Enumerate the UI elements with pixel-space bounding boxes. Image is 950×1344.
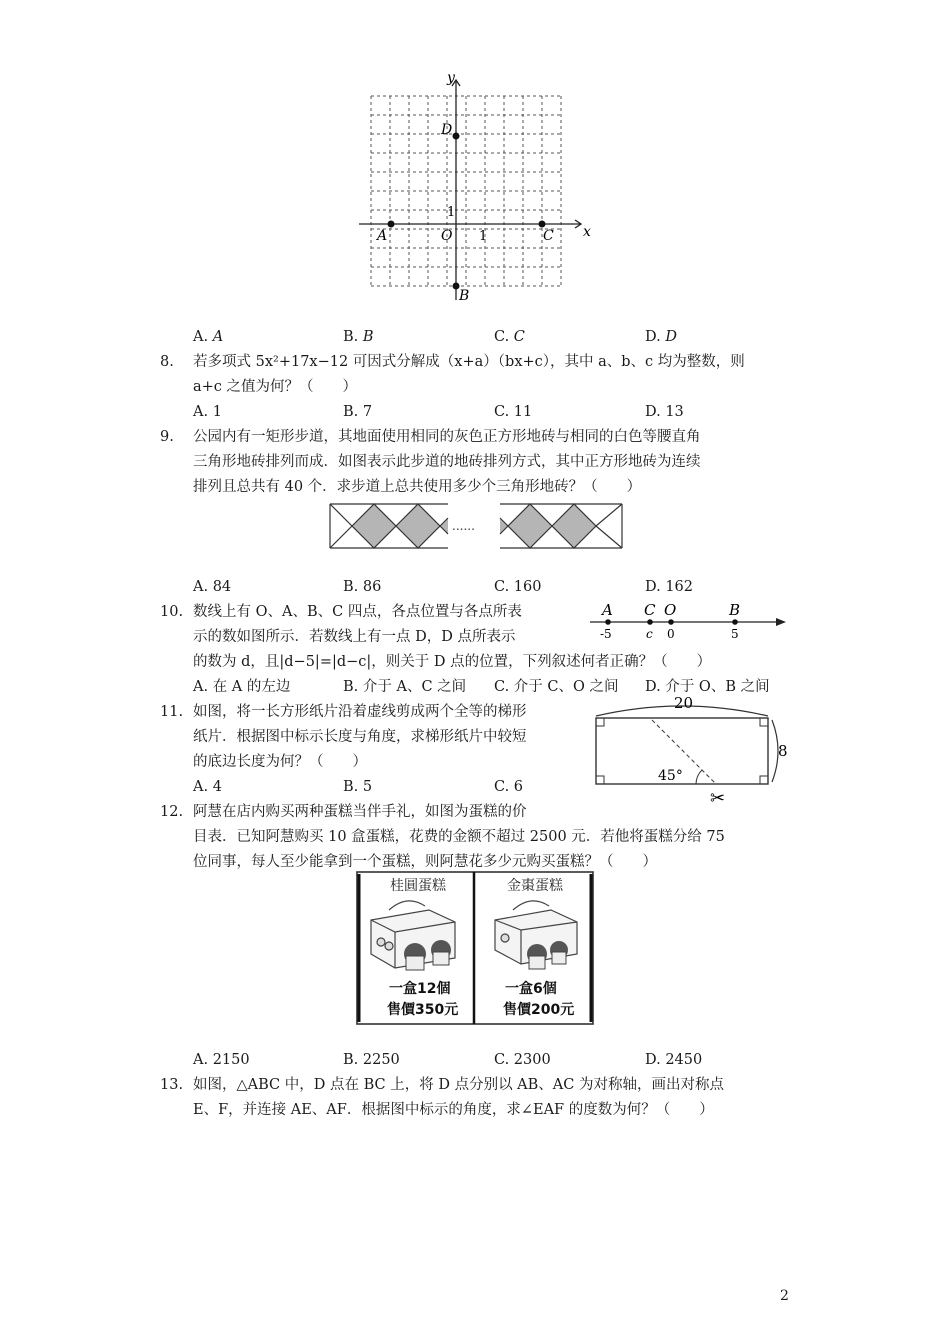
- numberline-value-b: 5: [731, 627, 739, 641]
- q7-option-c[interactable]: C. C: [494, 329, 525, 345]
- point-a-label: A: [377, 228, 388, 244]
- q9-line-2: 三角形地砖排列而成．如图表示此步道的地砖排列方式，其中正方形地砖为连续: [193, 454, 701, 470]
- point-d-label: D: [441, 122, 453, 138]
- cake-name-right: 金棗蛋糕: [507, 878, 563, 894]
- numberline-value-c: c: [646, 627, 653, 641]
- y-axis-label: y: [447, 70, 455, 86]
- q13-number: 13.: [160, 1077, 184, 1093]
- q12-option-d[interactable]: D. 2450: [645, 1052, 703, 1068]
- tile-walkway-figure: [328, 502, 624, 550]
- q8-line-2: a+c 之值为何？（ ）: [193, 379, 358, 395]
- q7-option-b[interactable]: B. B: [343, 329, 374, 345]
- numberline-value-a: -5: [600, 627, 612, 641]
- q9-option-c[interactable]: C. 160: [494, 579, 542, 595]
- y-unit-label: 1: [447, 205, 456, 220]
- q12-option-b[interactable]: B. 2250: [343, 1052, 400, 1068]
- rectangle-cut-figure: [588, 694, 793, 812]
- q10-number: 10.: [160, 604, 184, 620]
- top-length-label: 20: [674, 694, 694, 712]
- q11-line-1: 如图，将一长方形纸片沿着虚线剪成两个全等的梯形: [193, 704, 527, 720]
- q8-option-d[interactable]: D. 13: [645, 404, 684, 420]
- q12-line-1: 阿慧在店内购买两种蛋糕当伴手礼，如图为蛋糕的价: [193, 804, 527, 820]
- cake-name-left: 桂圓蛋糕: [390, 878, 446, 894]
- q11-line-2: 纸片．根据图中标示长度与角度，求梯形纸片中较短: [193, 729, 527, 745]
- point-d-dot: [453, 133, 460, 140]
- angle-label: 45°: [658, 768, 683, 784]
- q12-number: 12.: [160, 804, 184, 820]
- q7-option-a[interactable]: A. A: [193, 329, 224, 345]
- q9-option-b[interactable]: B. 86: [343, 579, 382, 595]
- cake-price-table: [355, 870, 595, 1028]
- q11-option-b[interactable]: B. 5: [343, 779, 373, 795]
- q10-line-2: 示的数如图所示．若数线上有一点 D，D 点所表示: [193, 629, 516, 645]
- q9-number: 9.: [160, 429, 174, 445]
- cake-qty-left: 一盒12個: [389, 981, 451, 997]
- q8-option-b[interactable]: B. 7: [343, 404, 373, 420]
- q11-number: 11.: [160, 704, 184, 720]
- q11-line-3: 的底边长度为何？（ ）: [193, 754, 367, 770]
- point-c-dot: [539, 221, 546, 228]
- q10-line-3: 的数为 d，且|d−5|=|d−c|，则关于 D 点的位置，下列叙述何者正确？（ ）: [193, 654, 712, 670]
- q8-option-a[interactable]: A. 1: [193, 404, 222, 420]
- q9-option-a[interactable]: A. 84: [193, 579, 232, 595]
- cake-price-left: 售價350元: [387, 1002, 459, 1018]
- x-unit-label: 1: [479, 229, 488, 244]
- q7-option-d[interactable]: D. D: [645, 329, 677, 345]
- numberline-point-c: C: [644, 601, 656, 619]
- scissors-icon: ✂: [710, 788, 726, 809]
- numberline-point-o: O: [664, 601, 677, 619]
- q12-option-a[interactable]: A. 2150: [193, 1052, 250, 1068]
- q13-line-2: E、F，并连接 AE、AF．根据图中标示的角度，求∠EAF 的度数为何？（ ）: [193, 1102, 714, 1118]
- q8-line-1: 若多项式 5x²+17x−12 可因式分解成（x+a）（bx+c），其中 a、b、c 均为整数，则: [193, 354, 745, 370]
- q10-option-b[interactable]: B. 介于 A、C 之间: [343, 679, 467, 695]
- q9-line-1: 公园内有一矩形步道，其地面使用相同的灰色正方形地砖与相同的白色等腰直角: [193, 429, 701, 445]
- q12-line-2: 目表．已知阿慧购买 10 盒蛋糕，花费的金额不超过 2500 元．若他将蛋糕分给 75: [193, 829, 725, 845]
- page-number: 2: [780, 1288, 789, 1304]
- q10-option-d[interactable]: D. 介于 O、B 之间: [645, 679, 770, 695]
- q8-number: 8.: [160, 354, 174, 370]
- q10-option-a[interactable]: A. 在 A 的左边: [193, 679, 291, 695]
- numberline-point-a: A: [602, 601, 613, 619]
- q11-option-a[interactable]: A. 4: [193, 779, 222, 795]
- origin-label: O: [441, 228, 453, 244]
- q12-line-3: 位同事，每人至少能拿到一个蛋糕，则阿慧花多少元购买蛋糕？（ ）: [193, 854, 657, 870]
- number-line-figure: [588, 598, 788, 642]
- numberline-value-o: 0: [667, 627, 675, 641]
- cake-price-right: 售價200元: [503, 1002, 575, 1018]
- numberline-point-b: B: [729, 601, 741, 619]
- q10-line-1: 数线上有 O、A、B、C 四点，各点位置与各点所表: [193, 604, 522, 620]
- q8-option-c[interactable]: C. 11: [494, 404, 533, 420]
- point-a-dot: [388, 221, 395, 228]
- point-c-label: C: [543, 228, 554, 244]
- q12-option-c[interactable]: C. 2300: [494, 1052, 551, 1068]
- q13-line-1: 如图，△ABC 中，D 点在 BC 上，将 D 点分别以 AB、AC 为对称轴，画出对称点: [193, 1077, 724, 1093]
- q9-option-d[interactable]: D. 162: [645, 579, 694, 595]
- q9-line-3: 排列且总共有 40 个．求步道上总共使用多少个三角形地砖？（ ）: [193, 479, 642, 495]
- q10-option-c[interactable]: C. 介于 C、O 之间: [494, 679, 619, 695]
- q11-option-c[interactable]: C. 6: [494, 779, 524, 795]
- side-length-label: 8: [778, 742, 788, 760]
- walkway-continuation-dots: ......: [452, 519, 475, 533]
- point-b-label: B: [459, 288, 470, 304]
- x-axis-label: x: [583, 224, 591, 240]
- cake-qty-right: 一盒6個: [505, 981, 557, 997]
- coordinate-grid-figure: [355, 70, 595, 305]
